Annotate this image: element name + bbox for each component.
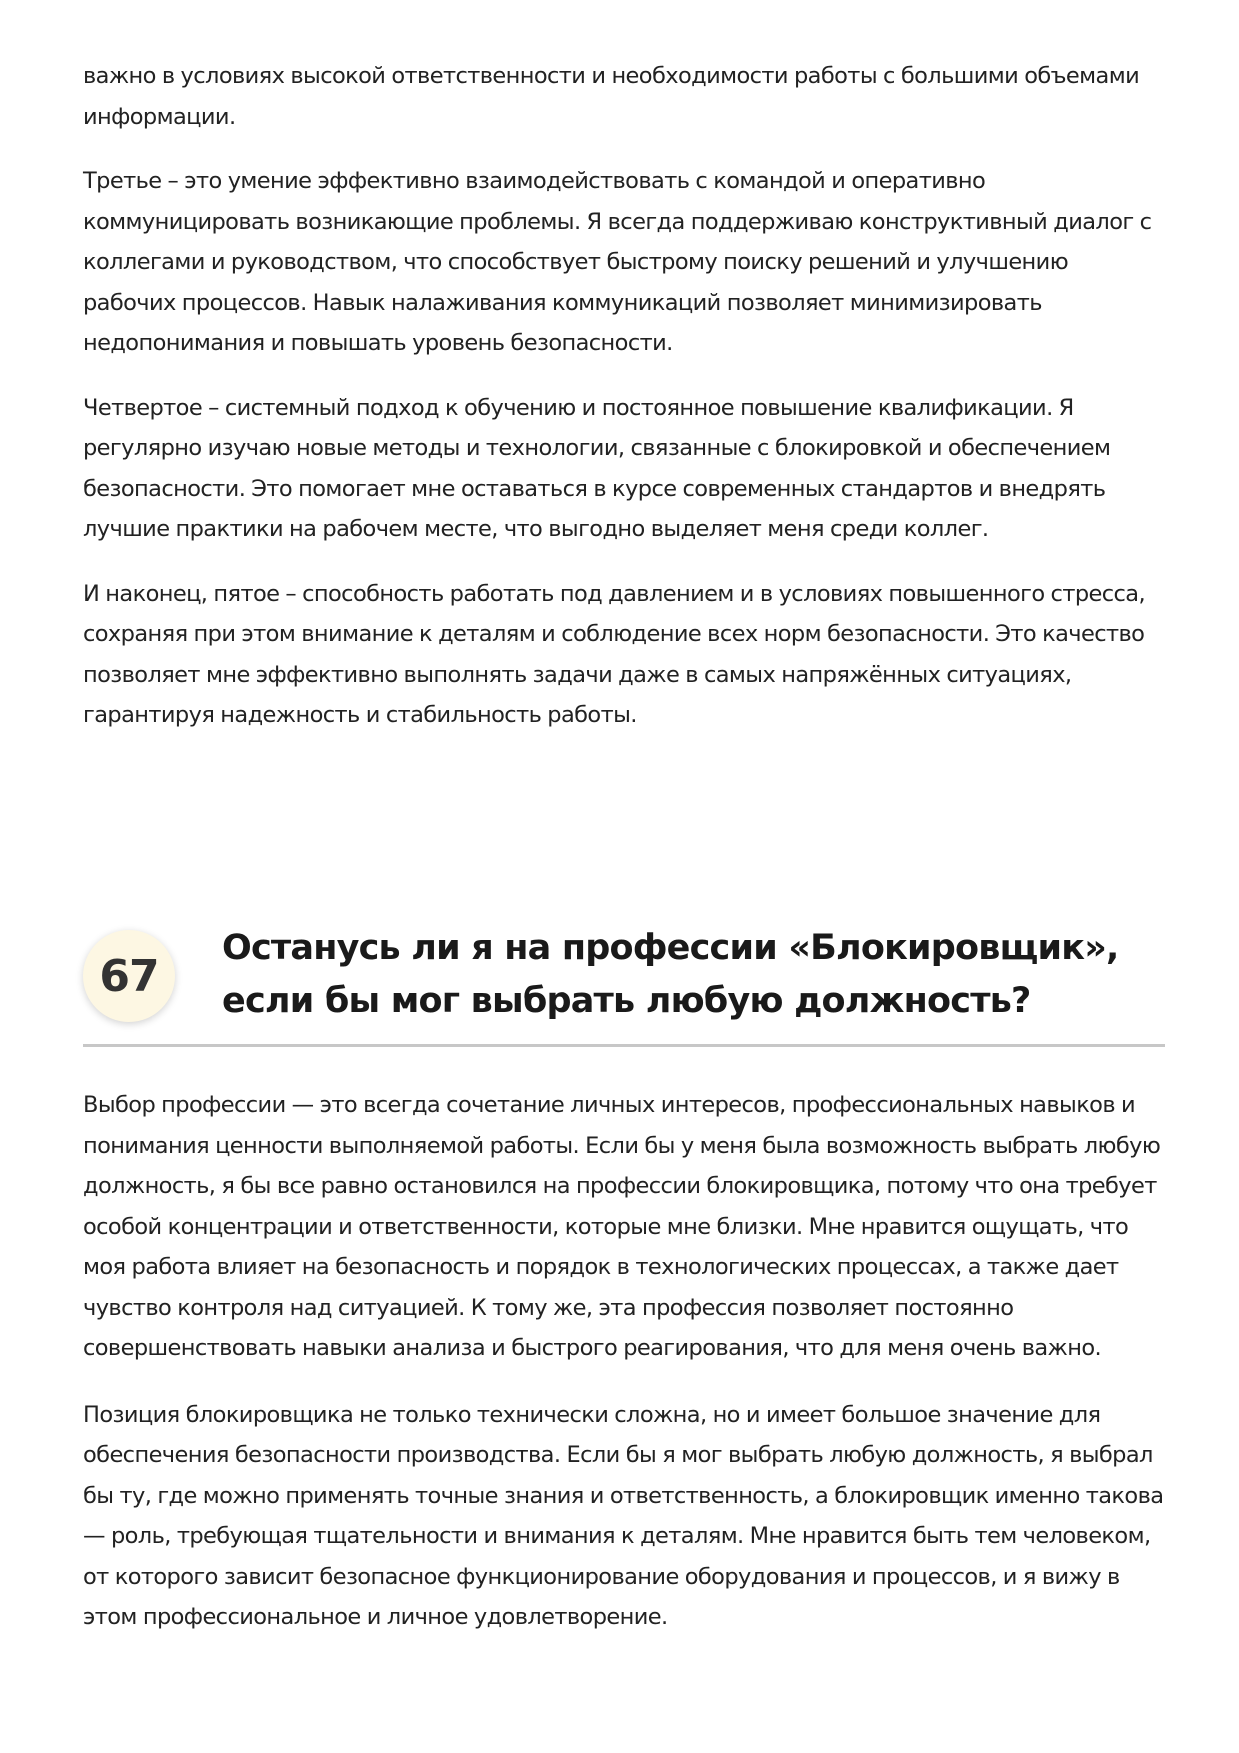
paragraph: Третье – это умение эффективно взаимодействовать с командой и оперативно коммуницировать возникающие проблемы. Я всегда поддерживаю конструктивный диалог с коллегами и руководством, что способствует быстрому поиску решений и улучшению рабочих процессов. Навык налаживания коммуникаций позволяет минимизировать недопонимания и повышать уровень безопасности. <box>83 168 1152 356</box>
paragraph: Позиция блокировщика не только технически сложна, но и имеет большое значение для обеспечения безопасности производства. Если бы я мог выбрать любую должность, я выбрал бы ту, где можно применять точные знания и ответственность, а блокировщик именно такова — роль, требующая тщательности и внимания к деталям. Мне нравится быть тем человеком, от которого зависит безопасное функционирование оборудования и процессов, и я вижу в этом профессиональное и личное удовлетворение. <box>83 1401 1164 1630</box>
document-page <box>83 56 1165 736</box>
previous-answer-continuation <box>83 56 1165 736</box>
question-number-badge: 67 <box>83 930 175 1022</box>
paragraph: Выбор профессии — это всегда сочетание личных интересов, профессиональных навыков и понимания ценности выполняемой работы. Если бы у меня была возможность выбрать любую должность, я бы все равно остановился на профессии блокировщика, потому что она требует особой концентрации и ответственности, которые мне близки. Мне нравится ощущать, что моя работа влияет на безопасность и порядок в технологических процессах, а также дает чувство контроля над ситуацией. К тому же, эта профессия позволяет постоянно совершенствовать навыки анализа и быстрого реагирования, что для меня очень важно. <box>83 1092 1161 1361</box>
answer-body <box>83 1085 1165 1638</box>
question-title: Останусь ли я на профессии «Блокировщик», если бы мог выбрать любую должность? <box>222 928 1119 1021</box>
question-section <box>83 924 1165 1638</box>
question-header <box>83 924 1165 1047</box>
paragraph: Четвертое – системный подход к обучению и постоянное повышение квалификации. Я регулярно изучаю новые методы и технологии, связанные с блокировкой и обеспечением безопасности. Это помогает мне оставаться в курсе современных стандартов и внедрять лучшие практики на рабочем месте, что выгодно выделяет меня среди коллег. <box>83 394 1111 542</box>
paragraph: важно в условиях высокой ответственности и необходимости работы с большими объемами информации. <box>83 63 1140 130</box>
paragraph: И наконец, пятое – способность работать под давлением и в условиях повышенного стресса, сохраняя при этом внимание к деталям и соблюдение всех норм безопасности. Это качество позволяет мне эффективно выполнять задачи даже в самых напряжённых ситуациях, гарантируя надежность и стабильность работы. <box>83 580 1146 728</box>
